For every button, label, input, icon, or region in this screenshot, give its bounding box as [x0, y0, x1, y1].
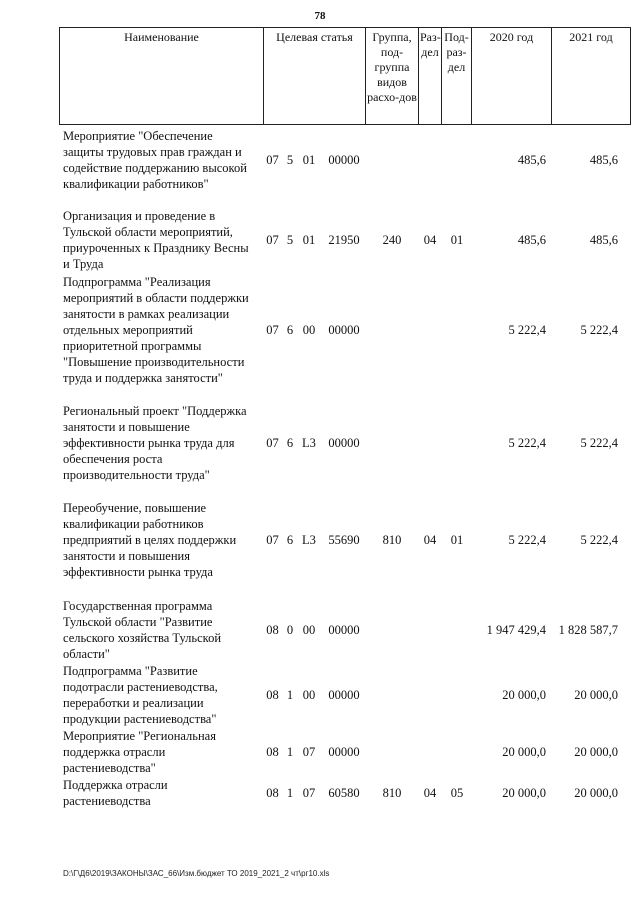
- row-name-line: занятости и повышения: [63, 549, 190, 563]
- code-part-2: 6: [286, 323, 294, 337]
- amount-2020: 5 222,4: [508, 323, 546, 337]
- header-subsection: Под-раз-дел: [442, 28, 472, 125]
- row-name-line: занятости в рамках реализации: [63, 307, 230, 321]
- row-name-line: квалификации работников": [63, 177, 209, 191]
- section-cell: 04: [423, 533, 437, 547]
- amount-2020: 20 000,0: [502, 688, 546, 702]
- code-part-4: 00000: [328, 153, 360, 167]
- row-name-line: эффективности рынка труда для: [63, 436, 235, 450]
- amount-2021: 20 000,0: [574, 745, 618, 759]
- row-name-line: эффективности рынка труда: [63, 565, 213, 579]
- row-name-line: приуроченных к Празднику Весны: [63, 241, 249, 255]
- code-part-1: 07: [266, 153, 279, 167]
- code-part-1: 07: [266, 323, 279, 337]
- amount-2020: 20 000,0: [502, 745, 546, 759]
- header-2020: 2020 год: [472, 28, 552, 125]
- code-part-2: 6: [286, 436, 294, 450]
- amount-2021: 485,6: [589, 233, 618, 247]
- code-part-1: 08: [266, 688, 279, 702]
- amount-2021: 5 222,4: [580, 533, 618, 547]
- code-part-1: 07: [266, 533, 279, 547]
- row-name-line: растениеводства: [63, 794, 151, 808]
- header-group: Группа, под-группа видов расхо-дов: [366, 28, 419, 125]
- file-path: D:\Г\Д6\2019\ЗАКОНЫ\ЗАС_66\Изм.бюджет ТО 2019_2021_2 чт\рг10.xls: [63, 869, 330, 878]
- amount-2020: 5 222,4: [508, 533, 546, 547]
- subsection-cell: 05: [450, 786, 464, 800]
- row-name-line: Переобучение, повышение: [63, 501, 207, 515]
- row-name: [63, 403, 261, 483]
- code-part-2: 1: [286, 786, 294, 800]
- row-name: [63, 208, 261, 272]
- code-part-1: 07: [266, 233, 279, 247]
- code-part-1: 08: [266, 786, 279, 800]
- code-part-4: 00000: [328, 436, 360, 450]
- code-part-1: 08: [266, 623, 279, 637]
- row-name-line: Государственная программа: [63, 599, 213, 613]
- row-name: [63, 598, 261, 662]
- row-name-line: Подпрограмма "Развитие: [63, 664, 198, 678]
- code-part-2: 5: [286, 153, 294, 167]
- amount-2020: 485,6: [517, 153, 546, 167]
- amount-2021: 485,6: [589, 153, 618, 167]
- code-part-2: 0: [286, 623, 294, 637]
- row-name-line: сельского хозяйства Тульской: [63, 631, 222, 645]
- code-part-4: 00000: [328, 323, 360, 337]
- row-name-line: квалификации работников: [63, 517, 204, 531]
- code-part-4: 55690: [328, 533, 360, 547]
- amount-2021: 20 000,0: [574, 688, 618, 702]
- row-name-line: растениеводства": [63, 761, 156, 775]
- row-name-line: Подпрограмма "Реализация: [63, 275, 211, 289]
- amount-2020: 5 222,4: [508, 436, 546, 450]
- code-part-3: 01: [302, 153, 316, 167]
- row-name: [63, 777, 261, 809]
- row-name-line: предприятий в целях поддержки: [63, 533, 237, 547]
- header-section: Раз-дел: [419, 28, 442, 125]
- row-name-line: содействие поддержанию высокой: [63, 161, 247, 175]
- row-name: [63, 500, 261, 580]
- code-part-3: 01: [302, 233, 316, 247]
- row-name-line: Тульской области мероприятий,: [63, 225, 233, 239]
- row-name-line: "Повышение производительности: [63, 355, 245, 369]
- subsection-cell: 01: [450, 233, 464, 247]
- amount-2021: 20 000,0: [574, 786, 618, 800]
- row-name: [63, 274, 261, 386]
- amount-2021: 5 222,4: [580, 323, 618, 337]
- row-name-line: подотрасли растениеводства,: [63, 680, 218, 694]
- group-cell: 240: [382, 233, 402, 247]
- row-name-line: обеспечения роста: [63, 452, 163, 466]
- row-name: [63, 663, 261, 727]
- amount-2021: 1 828 587,7: [558, 623, 618, 637]
- code-part-3: L3: [302, 533, 316, 547]
- group-cell: 810: [382, 786, 402, 800]
- row-name-line: Тульской области "Развитие: [63, 615, 213, 629]
- section-cell: 04: [423, 233, 437, 247]
- row-name-line: Мероприятие "Обеспечение: [63, 129, 213, 143]
- row-name-line: производительности труда": [63, 468, 210, 482]
- row-name-line: Мероприятие "Региональная: [63, 729, 216, 743]
- row-name-line: Поддержка отрасли: [63, 778, 168, 792]
- subsection-cell: 01: [450, 533, 464, 547]
- code-part-1: 07: [266, 436, 279, 450]
- code-part-3: L3: [302, 436, 316, 450]
- code-part-3: 00: [302, 323, 316, 337]
- row-name-line: области": [63, 647, 110, 661]
- code-part-3: 00: [302, 688, 316, 702]
- row-name-line: занятости и повышение: [63, 420, 190, 434]
- code-part-4: 00000: [328, 623, 360, 637]
- header-target: Целевая статья: [264, 28, 366, 125]
- code-part-2: 1: [286, 745, 294, 759]
- row-name-line: приоритетной программы: [63, 339, 202, 353]
- amount-2021: 5 222,4: [580, 436, 618, 450]
- code-part-4: 60580: [328, 786, 360, 800]
- amount-2020: 20 000,0: [502, 786, 546, 800]
- row-name-line: поддержка отрасли: [63, 745, 166, 759]
- code-part-1: 08: [266, 745, 279, 759]
- code-part-3: 00: [302, 623, 316, 637]
- row-name-line: отдельных мероприятий: [63, 323, 193, 337]
- code-part-3: 07: [302, 745, 316, 759]
- code-part-2: 5: [286, 233, 294, 247]
- table-header: [59, 27, 631, 125]
- header-2021: 2021 год: [552, 28, 631, 125]
- row-name-line: Региональный проект "Поддержка: [63, 404, 247, 418]
- row-name-line: Организация и проведение в: [63, 209, 216, 223]
- row-name: [63, 128, 261, 192]
- row-name-line: мероприятий в области поддержки: [63, 291, 249, 305]
- code-part-3: 07: [302, 786, 316, 800]
- code-part-2: 6: [286, 533, 294, 547]
- row-name-line: продукции растениеводства": [63, 712, 217, 726]
- row-name-line: и Труда: [63, 257, 104, 271]
- group-cell: 810: [382, 533, 402, 547]
- code-part-4: 00000: [328, 688, 360, 702]
- code-part-4: 21950: [328, 233, 360, 247]
- code-part-4: 00000: [328, 745, 360, 759]
- header-name: Наименование: [60, 28, 264, 125]
- row-name-line: переработки и реализации: [63, 696, 204, 710]
- page-number: 78: [314, 10, 326, 22]
- amount-2020: 1 947 429,4: [486, 623, 546, 637]
- row-name-line: труда и поддержка занятости": [63, 371, 223, 385]
- section-cell: 04: [423, 786, 437, 800]
- amount-2020: 485,6: [517, 233, 546, 247]
- row-name: [63, 728, 261, 776]
- row-name-line: защиты трудовых прав граждан и: [63, 145, 242, 159]
- code-part-2: 1: [286, 688, 294, 702]
